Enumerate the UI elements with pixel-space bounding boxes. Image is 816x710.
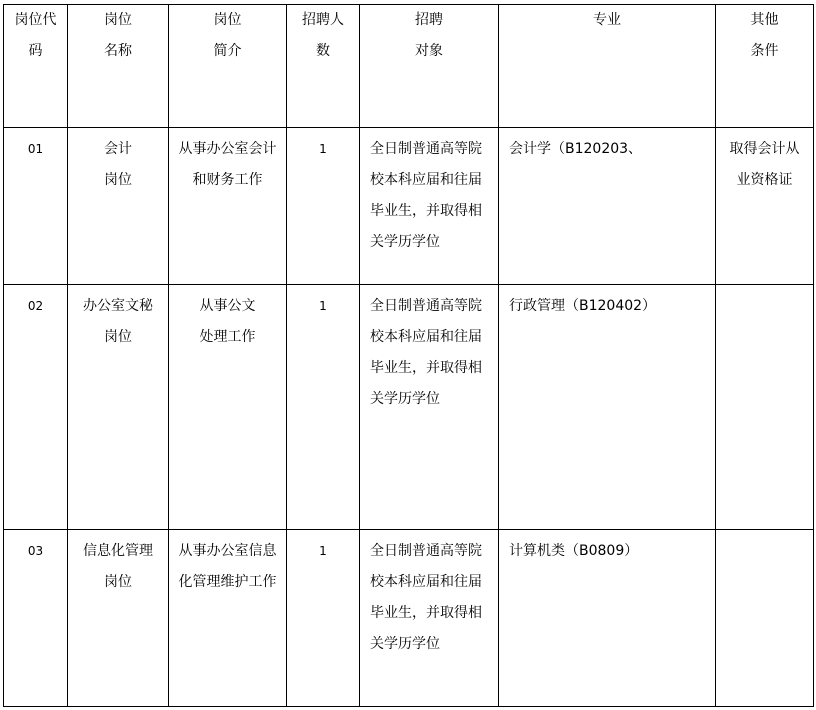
cell-count: 1 <box>287 285 360 530</box>
cell-other <box>716 530 814 707</box>
cell-count: 1 <box>287 128 360 285</box>
cell-other <box>716 285 814 530</box>
header-target: 招聘 对象 <box>360 5 499 128</box>
table-row <box>4 128 814 285</box>
header-name: 岗位 名称 <box>68 5 169 128</box>
table-row <box>4 285 814 530</box>
recruitment-table <box>3 4 814 707</box>
header-intro: 岗位 简介 <box>169 5 287 128</box>
cell-major: 会计学（B120203、 <box>499 128 716 285</box>
cell-major: 计算机类（B0809） <box>499 530 716 707</box>
cell-name: 办公室文秘 岗位 <box>68 285 169 530</box>
cell-target: 全日制普通高等院 校本科应届和往届 毕业生，并取得相 关学历学位 <box>360 530 499 707</box>
cell-name: 信息化管理 岗位 <box>68 530 169 707</box>
header-other: 其他 条件 <box>716 5 814 128</box>
cell-name: 会计 岗位 <box>68 128 169 285</box>
cell-target: 全日制普通高等院 校本科应届和往届 毕业生，并取得相 关学历学位 <box>360 128 499 285</box>
table-row <box>4 530 814 707</box>
cell-code: 02 <box>4 285 68 530</box>
cell-code: 03 <box>4 530 68 707</box>
cell-intro: 从事公文 处理工作 <box>169 285 287 530</box>
header-major: 专业 <box>499 5 716 128</box>
cell-intro: 从事办公室信息 化管理维护工作 <box>169 530 287 707</box>
cell-other: 取得会计从 业资格证 <box>716 128 814 285</box>
cell-target: 全日制普通高等院 校本科应届和往届 毕业生，并取得相 关学历学位 <box>360 285 499 530</box>
header-count: 招聘人 数 <box>287 5 360 128</box>
cell-intro: 从事办公室会计 和财务工作 <box>169 128 287 285</box>
cell-major: 行政管理（B120402） <box>499 285 716 530</box>
header-row <box>4 5 814 128</box>
cell-count: 1 <box>287 530 360 707</box>
header-code: 岗位代 码 <box>4 5 68 128</box>
cell-code: 01 <box>4 128 68 285</box>
